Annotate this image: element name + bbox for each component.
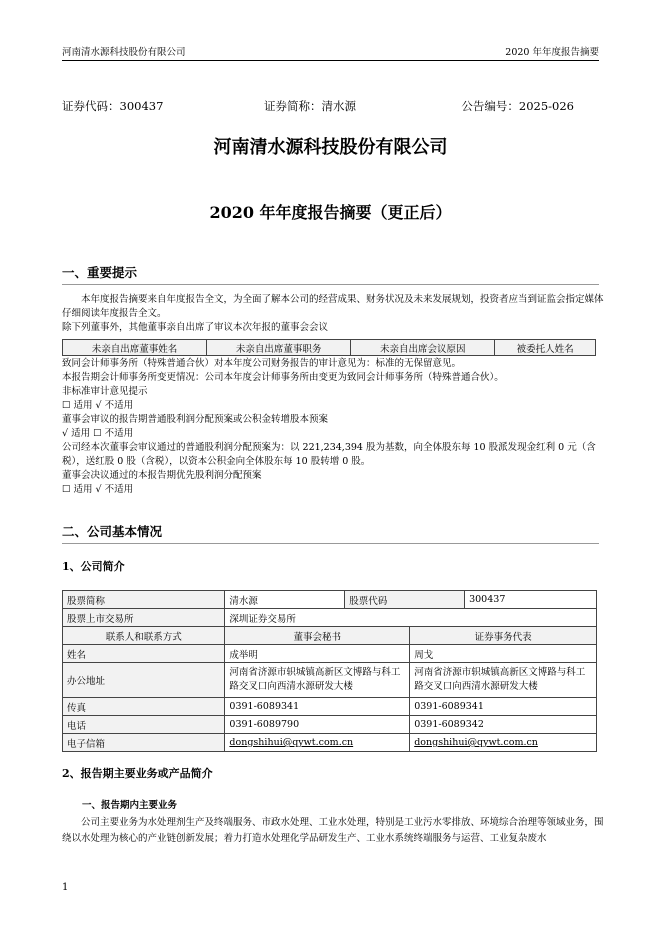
para-intro: 本年度报告摘要来自年度报告全文，为全面了解本公司的经营成果、财务状况及未来发展规划，投资者应当到证监会指定媒体仔细阅读年度报告全文。 <box>62 294 604 319</box>
value-secretary-email[interactable]: dongshihui@qywt.com.cn <box>225 734 410 752</box>
value-rep-name: 周戈 <box>410 645 597 663</box>
option-dividend: √ 适用 ☐ 不适用 <box>62 428 134 439</box>
section2-divider <box>62 543 599 544</box>
label-secretary: 董事会秘书 <box>225 627 410 645</box>
security-code: 证券代码：300437 <box>62 99 164 113</box>
section1-text-a <box>62 293 607 335</box>
subsection-main-business: 一、报告期内主要业务 <box>82 800 178 811</box>
header-company: 河南清水源科技股份有限公司 <box>62 47 186 58</box>
value-secretary-name: 成举明 <box>225 645 410 663</box>
para-dividend-plan: 董事会审议的报告期普通股利润分配预案或公积金转增股本预案 <box>62 414 329 425</box>
section2-title: 二、公司基本情况 <box>62 524 163 539</box>
label-exchange: 股票上市交易所 <box>63 609 225 627</box>
para-dividend-detail: 公司经本次董事会审议通过的普通股利润分配预案为：以 221,234,394 股为基数，向全体股东每 10 股派发现金红利 0 元（含税），送红股 0 股（含税），以资本公积金向全体股东每 10 股转增 0 股。 <box>62 442 596 467</box>
subsection-company-profile: 1、公司简介 <box>62 560 125 573</box>
para-main-business: 公司主要业务为水处理剂生产及终端服务、市政水处理、工业水处理，特别是工业污水零排放、环境综合治理等领域业务，围绕以水处理为核心的产业链创新发展；着力打造水处理化学品研发生产、工业水系统终端服务与运营、工业复杂废水 <box>62 817 604 844</box>
option-preferred: ☐ 适用 √ 不适用 <box>62 484 134 495</box>
value-exchange: 深圳证券交易所 <box>225 609 597 627</box>
section1-divider <box>62 284 599 285</box>
value-rep-address: 河南省济源市轵城镇高新区文博路与科工路交叉口向西清水源研发大楼 <box>410 663 597 698</box>
para-nonstandard: 非标准审计意见提示 <box>62 386 148 397</box>
label-fax: 传真 <box>63 698 225 716</box>
para-preferred: 董事会决议通过的本报告期优先股利润分配预案 <box>62 470 262 481</box>
label-stock-short: 股票简称 <box>63 591 225 609</box>
value-rep-email[interactable]: dongshihui@qywt.com.cn <box>410 734 597 752</box>
para-auditor-change: 本报告期会计师事务所变更情况：公司本年度会计师事务所由变更为致同会计师事务所（特殊普通合伙）。 <box>62 372 504 383</box>
value-secretary-fax: 0391-6089341 <box>225 698 410 716</box>
section1-title: 一、重要提示 <box>62 265 138 280</box>
company-profile-table <box>62 590 597 752</box>
label-rep: 证券事务代表 <box>410 627 597 645</box>
value-secretary-phone: 0391-6089790 <box>225 716 410 734</box>
col-proxy-name: 被委托人姓名 <box>495 340 596 356</box>
value-rep-fax: 0391-6089341 <box>410 698 597 716</box>
col-absent-name: 未亲自出席董事姓名 <box>63 340 207 356</box>
label-contact: 联系人和联系方式 <box>63 627 225 645</box>
label-address: 办公地址 <box>63 663 225 698</box>
header-report: 2020 年年度报告摘要 <box>505 47 599 58</box>
label-phone: 电话 <box>63 716 225 734</box>
option-nonstandard: ☐ 适用 √ 不适用 <box>62 400 134 411</box>
security-short-name: 证券简称：清水源 <box>264 99 356 113</box>
subsection-business: 2、报告期主要业务或产品简介 <box>62 767 213 780</box>
company-name: 河南清水源科技股份有限公司 <box>213 137 448 158</box>
label-stock-code: 股票代码 <box>345 591 465 609</box>
notice-number: 公告编号：2025-026 <box>461 99 574 113</box>
section2-text <box>62 815 607 847</box>
page-number: 1 <box>62 882 69 893</box>
value-rep-phone: 0391-6089342 <box>410 716 597 734</box>
absent-directors-table <box>62 339 596 356</box>
label-name: 姓名 <box>63 645 225 663</box>
para-audit-opinion: 致同会计师事务所（特殊普通合伙）对本年度公司财务报告的审计意见为：标准的无保留意见。 <box>62 358 462 369</box>
para-directors: 除下列董事外，其他董事亲自出席了审议本次年报的董事会会议 <box>62 322 329 333</box>
header-divider <box>62 60 599 61</box>
section1-text-b <box>62 357 607 497</box>
col-absent-position: 未亲自出席董事职务 <box>207 340 351 356</box>
report-title: 2020 年年度报告摘要（更正后） <box>209 203 452 222</box>
label-email: 电子信箱 <box>63 734 225 752</box>
value-secretary-address: 河南省济源市轵城镇高新区文博路与科工路交叉口向西清水源研发大楼 <box>225 663 410 698</box>
value-stock-code: 300437 <box>465 591 597 609</box>
value-stock-short: 清水源 <box>225 591 345 609</box>
col-absent-reason: 未亲自出席会议原因 <box>351 340 495 356</box>
